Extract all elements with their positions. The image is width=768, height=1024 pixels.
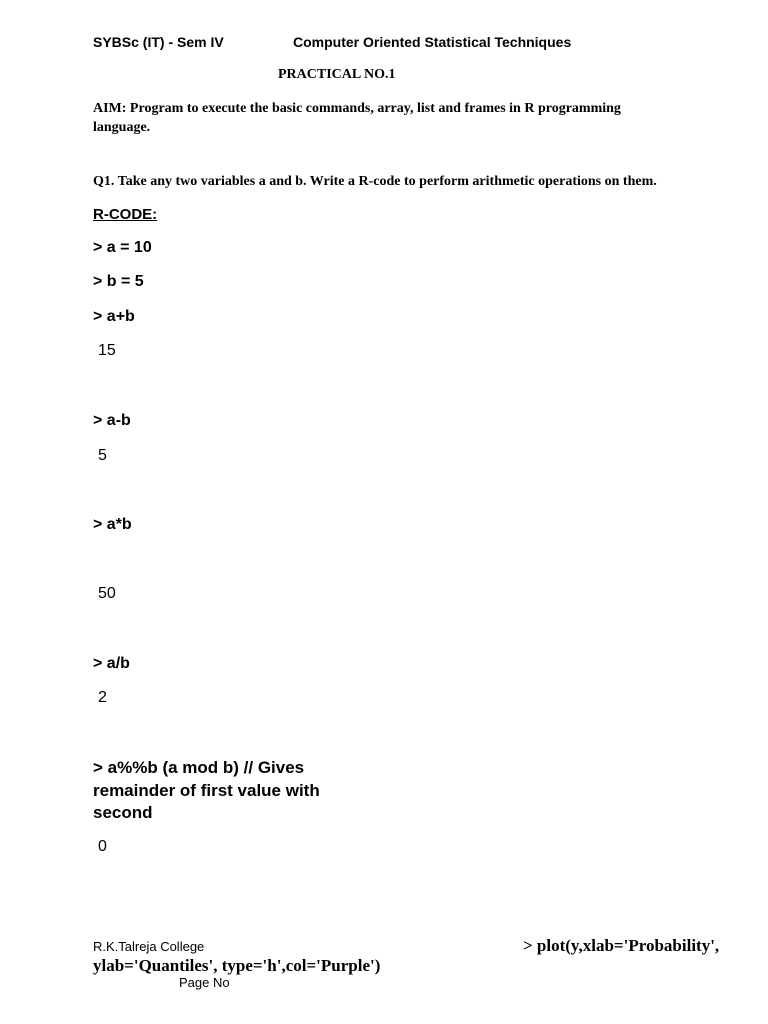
cmd-sub: > a-b: [93, 412, 131, 429]
out-add: 15: [98, 342, 116, 359]
cmd-add: > a+b: [93, 308, 135, 325]
out-mul: 50: [98, 585, 116, 602]
cmd-div: > a/b: [93, 655, 130, 672]
footer-college: R.K.Talreja College: [93, 939, 205, 954]
rcode-label: R-CODE:: [93, 206, 158, 223]
cmd-assign-b: > b = 5: [93, 273, 144, 290]
out-sub: 5: [98, 447, 107, 464]
footer-page-no: Page No: [179, 975, 230, 990]
aim-line-2: language.: [93, 120, 151, 135]
footer-plot-line-1: > plot(y,xlab='Probability',: [523, 936, 720, 955]
out-mod: 0: [98, 838, 107, 855]
aim-line-1: AIM: Program to execute the basic commands, array, list and frames in R programming: [93, 101, 621, 116]
cmd-mod: > a%%b (a mod b) // Gives remainder of first value with second: [93, 758, 320, 822]
footer-plot-line-2: ylab='Quantiles', type='h',col='Purple'): [93, 956, 381, 975]
cmd-mul: > a*b: [93, 516, 132, 533]
practical-title: PRACTICAL NO.1: [278, 67, 396, 82]
header-course: SYBSc (IT) - Sem IV: [93, 34, 224, 50]
cmd-assign-a: > a = 10: [93, 239, 152, 256]
out-div: 2: [98, 689, 107, 706]
question-text: Q1. Take any two variables a and b. Write a R-code to perform arithmetic operations on them.: [93, 174, 657, 189]
header-subject: Computer Oriented Statistical Techniques: [293, 34, 572, 50]
